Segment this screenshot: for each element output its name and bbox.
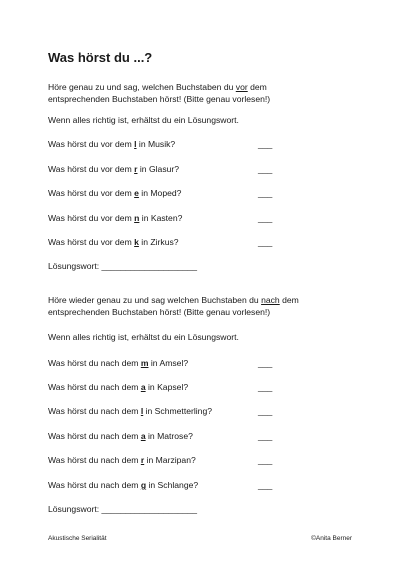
question-letter: e: [134, 188, 139, 198]
answer-blank: ___: [258, 455, 273, 465]
question-letter: a: [140, 431, 146, 441]
answer-blank: ___: [258, 213, 273, 223]
section2-intro-line2: entsprechenden Buchstaben hörst! (Bitte genau vorlesen!): [48, 307, 271, 317]
answer-blank: ___: [258, 406, 273, 416]
question-text: Was hörst du vor dem: [48, 237, 135, 247]
question-row: [48, 236, 348, 248]
section2-intro-text-end: dem: [279, 295, 299, 305]
question-word: in Amsel?: [148, 358, 189, 368]
section2-intro: [48, 294, 368, 318]
question-row: [48, 454, 348, 466]
answer-blank: ___: [258, 139, 273, 149]
question-word: in Glasur?: [137, 164, 180, 174]
question-letter: a: [140, 382, 146, 392]
section2-intro-text: Höre wieder genau zu und sag welchen Buchstaben du: [48, 295, 262, 305]
answer-blank: ___: [258, 164, 273, 174]
question-row: [48, 163, 348, 175]
section2-hint: Wenn alles richtig ist, erhältst du ein Lösungswort.: [48, 332, 239, 342]
answer-blank: ___: [258, 480, 273, 490]
answer-blank: ___: [258, 358, 273, 368]
question-letter: l: [134, 139, 137, 149]
question-text: Was hörst du nach dem: [48, 431, 141, 441]
footer-right: ©Anita Berner: [311, 535, 352, 542]
question-row: [48, 430, 348, 442]
answer-blank: ___: [258, 188, 273, 198]
question-letter: n: [134, 213, 140, 223]
section1-intro-text: Höre genau zu und sag, welchen Buchstaben du: [48, 82, 236, 92]
question-row: [48, 357, 348, 369]
question-row: [48, 187, 348, 199]
section2-intro-keyword: nach: [261, 295, 280, 305]
question-text: Was hörst du nach dem: [48, 406, 141, 416]
answer-blank: ___: [258, 237, 273, 247]
solution-word-line: Lösungswort: ____________________: [48, 261, 198, 271]
question-row: [48, 212, 348, 224]
question-letter: r: [134, 164, 138, 174]
question-word: in Schmetterling?: [143, 406, 213, 416]
section1-intro-line2: entsprechenden Buchstaben hörst! (Bitte genau vorlesen!): [48, 94, 271, 104]
question-word: in Kapsel?: [145, 382, 189, 392]
answer-blank: ___: [258, 382, 273, 392]
question-word: in Moped?: [138, 188, 182, 198]
question-row: [48, 479, 348, 491]
question-word: in Matrose?: [145, 431, 193, 441]
question-letter: l: [140, 406, 144, 416]
question-text: Was hörst du vor dem: [48, 164, 135, 174]
question-letter: m: [140, 358, 149, 368]
answer-blank: ___: [258, 431, 273, 441]
question-text: Was hörst du vor dem: [48, 139, 135, 149]
question-word: in Schlange?: [146, 480, 199, 490]
section1-intro: [48, 81, 368, 105]
question-letter: g: [140, 480, 147, 490]
question-row: [48, 381, 348, 393]
question-row: [48, 138, 348, 150]
solution-word-line: Lösungswort: ____________________: [48, 504, 198, 514]
question-letter: r: [140, 455, 145, 465]
question-word: in Musik?: [136, 139, 176, 149]
question-row: [48, 405, 348, 417]
question-text: Was hörst du vor dem: [48, 188, 135, 198]
question-word: in Zirkus?: [138, 237, 179, 247]
page-title: Was hörst du ...?: [48, 50, 153, 65]
question-text: Was hörst du nach dem: [48, 382, 141, 392]
section1-intro-keyword: vor: [235, 82, 248, 92]
footer-left: Akustische Serialität: [48, 535, 107, 542]
question-text: Was hörst du vor dem: [48, 213, 135, 223]
question-text: Was hörst du nach dem: [48, 480, 141, 490]
question-word: in Kasten?: [139, 213, 183, 223]
section1-intro-text-end: dem: [247, 82, 267, 92]
question-letter: k: [134, 237, 139, 247]
section1-hint: Wenn alles richtig ist, erhältst du ein Lösungswort.: [48, 115, 239, 125]
question-text: Was hörst du nach dem: [48, 358, 141, 368]
question-text: Was hörst du nach dem: [48, 455, 141, 465]
question-word: in Marzipan?: [144, 455, 196, 465]
